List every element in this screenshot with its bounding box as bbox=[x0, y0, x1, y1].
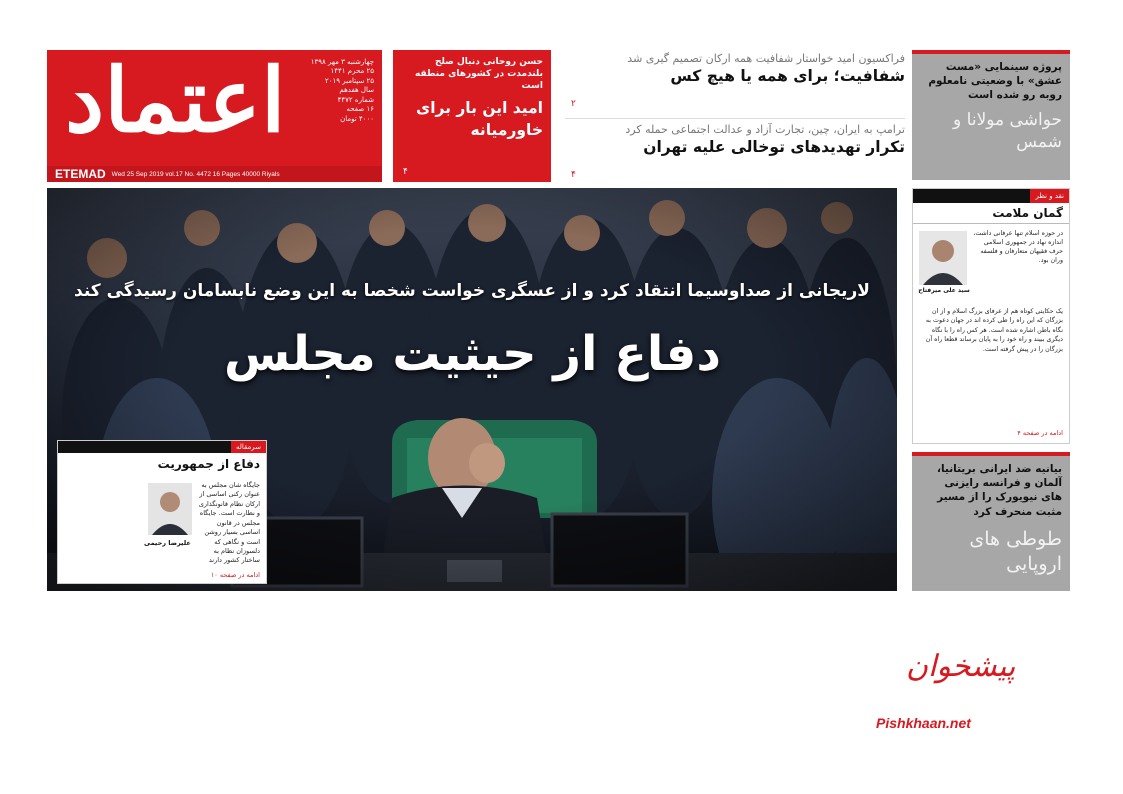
page-number: ۴ bbox=[571, 170, 576, 180]
grey-teaser-bottom[interactable] bbox=[912, 452, 1070, 591]
grey-teaser-top[interactable] bbox=[912, 50, 1070, 180]
author-photo bbox=[919, 231, 967, 285]
editorial-box[interactable] bbox=[57, 440, 267, 584]
headline-item[interactable] bbox=[565, 118, 905, 182]
editorial-body: جایگاه شان مجلس به عنوان رکنی اساسی از ارکان نظام قانونگذاری و نظارت است. جایگاه مجلس در قانون اساسی بسیار روشن است و نگاهی که دلسوزان نظام به ساختار کشور دارند bbox=[198, 481, 260, 565]
watermark-persian: پیشخوان bbox=[906, 649, 1016, 684]
red-teaser-kicker: حسن روحانی دنبال صلح بلندمدت در کشورهای منطقه است bbox=[415, 57, 543, 92]
opinion-author: سید علی میرفتاح bbox=[918, 287, 970, 294]
editorial-header-bar bbox=[58, 441, 266, 453]
hero-subheadline: لاریجانی از صداوسیما انتقاد کرد و از عسگری خواست شخصا به این وضع نابسامان رسیدگی کند bbox=[74, 281, 870, 301]
opinion-box[interactable] bbox=[912, 188, 1070, 444]
latin-name: ETEMAD bbox=[55, 167, 106, 181]
hero-headline: دفاع از حیثیت مجلس bbox=[223, 326, 721, 382]
editorial-author: علیرضا رحیمی bbox=[144, 539, 191, 547]
headline-kicker: فراکسیون امید خواستار شفافیت همه ارکان تصمیم گیری شد bbox=[627, 52, 905, 65]
date-line: ۴۰۰۰ تومان bbox=[340, 114, 374, 123]
grey-teaser-kicker: پروژه سینمایی «مست عشق» با وضعیتی نامعلوم روبه رو شده است bbox=[928, 61, 1062, 102]
watermark-latin: Pishkhaan.net bbox=[876, 715, 971, 731]
grey-teaser-title: طوطی های اروپایی bbox=[969, 527, 1062, 576]
date-line: چهارشنبه ۳ مهر ۱۳۹۸ bbox=[310, 58, 374, 66]
editorial-continue-link[interactable]: ادامه در صفحه ۱۰ bbox=[210, 571, 260, 579]
hero-photo[interactable] bbox=[47, 188, 897, 591]
author-photo bbox=[148, 483, 192, 535]
opinion-header-bar bbox=[913, 189, 1069, 203]
opinion-title: گمان ملامت bbox=[913, 203, 1069, 224]
page-number: ۲ bbox=[571, 99, 576, 109]
opinion-tag: نقد و نظر bbox=[1030, 189, 1069, 203]
pishkhaan-watermark bbox=[870, 645, 1015, 740]
date-line: سال هفدهم bbox=[339, 86, 374, 95]
page-number: ۴ bbox=[403, 167, 408, 177]
headline-title: شفافیت؛ برای همه یا هیچ کس bbox=[670, 67, 905, 86]
grey-teaser-kicker: بیانیه ضد ایرانی بریتانیا، آلمان و فرانسه رایزنی های نیویورک را از مسیر مثبت منحرف کرد bbox=[937, 463, 1062, 518]
red-teaser[interactable] bbox=[393, 50, 551, 182]
date-line: ۲۵ محرم ۱۴۴۱ bbox=[330, 67, 374, 76]
grey-teaser-title: حواشی مولانا و شمس bbox=[953, 109, 1062, 152]
opinion-body-continued: یک حکایتی کوتاه هم از عرفای بزرگ اسلام و از ان بزرگان که این راه را طی کرده اند در جهان دعوت به نگاه باطن اشاره شده است. هر کس راه را با نگاه دیگری ببیند و راه خود را به پایان برساند قطعا راه آن بزرگان را در پیش گرفته است. bbox=[925, 308, 1063, 353]
date-line: شماره ۴۴۷۲ bbox=[337, 95, 374, 104]
date-line: ۲۵ سپتامبر ۲۰۱۹ bbox=[325, 76, 374, 85]
headline-item[interactable] bbox=[565, 52, 905, 115]
author-portrait-icon bbox=[919, 231, 967, 285]
newspaper-logo: اعتماد bbox=[65, 50, 286, 152]
date-line: ۱۶ صفحه bbox=[346, 105, 374, 114]
masthead bbox=[47, 50, 382, 182]
editorial-title: دفاع از جمهوریت bbox=[157, 457, 260, 471]
opinion-continue-link[interactable]: ادامه در صفحه ۴ bbox=[1017, 429, 1063, 437]
masthead-issue-strip bbox=[47, 166, 382, 182]
headline-kicker: ترامپ به ایران، چین، تجارت آزاد و عدالت اجتماعی حمله کرد bbox=[625, 123, 905, 136]
headline-title: تکرار تهدیدهای توخالی علیه تهران bbox=[643, 138, 905, 157]
issue-line: Wed 25 Sep 2019 vol.17 No. 4472 16 Pages 40000 Riyals bbox=[111, 170, 280, 178]
author-portrait-icon bbox=[148, 483, 192, 535]
red-teaser-headline: امید این بار برای خاورمیانه bbox=[415, 99, 543, 140]
editorial-tag: سرمقاله bbox=[231, 441, 266, 453]
opinion-body: در حوزه اسلام تنها عرفانی داشت، اندازه نهاد در جمهوری اسلامی حرف فقیهان متعارفان و فلسفه وران بود. bbox=[973, 230, 1063, 265]
masthead-dates bbox=[302, 58, 374, 124]
